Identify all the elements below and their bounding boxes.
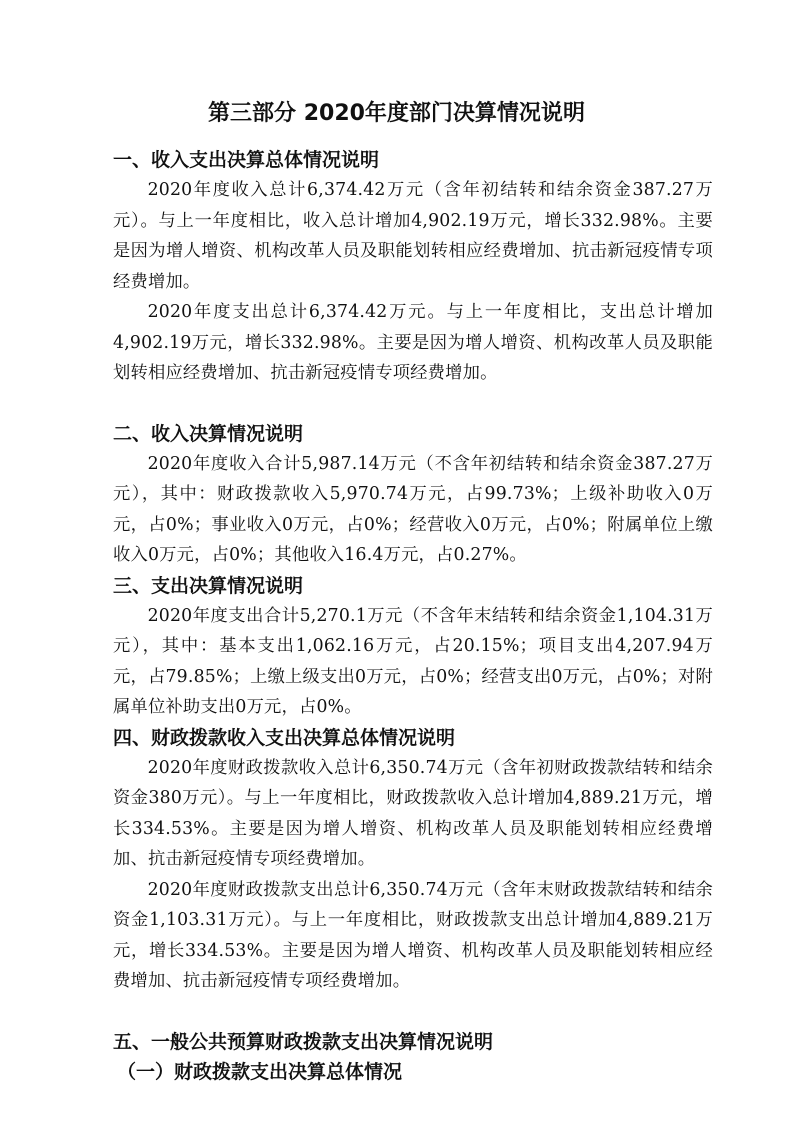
section-income-expense-overview [113, 145, 713, 389]
spacer [113, 389, 713, 419]
section-income [113, 419, 713, 571]
section-heading: 四、财政拨款收入支出决算总体情况说明 [113, 726, 456, 749]
page-title: 第三部分 2020年度部门决算情况说明 [208, 101, 585, 126]
section-expense [113, 571, 713, 723]
section-fiscal-appropriation [113, 723, 713, 997]
section-heading: 二、收入决算情况说明 [113, 422, 304, 445]
section-heading: 一、收入支出决算总体情况说明 [113, 149, 380, 171]
paragraph: 2020年度支出合计5,270.1万元（不含年末结转和结余资金1,104.31万元），其中：基本支出1,062.16万元，占20.15%；项目支出4,207.94万元，占79.85%；上缴上级支出0万元，占0%；经营支出0万元，占0%；对附属单位补助支出0万元，占0%。 [113, 605, 713, 717]
paragraph: 2020年度财政拨款收入总计6,350.74万元（含年初财政拨款结转和结余资金380万元）。与上一年度相比，财政拨款收入总计增加4,889.21万元，增长334.53%。主要是因为增人增资、机构改革人员及职能划转相应经费增加、抗击新冠疫情专项经费增加。 [113, 757, 713, 869]
subsection-heading: （一）财政拨款支出决算总体情况 [117, 1060, 403, 1083]
spacer [113, 997, 713, 1027]
paragraph: 2020年度财政拨款支出总计6,350.74万元（含年末财政拨款结转和结余资金1,103.31万元）。与上一年度相比，财政拨款支出总计增加4,889.21万元，增长334.53%。主要是因为增人增资、机构改革人员及职能划转相应经费增加、抗击新冠疫情专项经费增加。 [113, 879, 713, 991]
section-heading: 五、一般公共预算财政拨款支出决算情况说明 [113, 1030, 494, 1053]
paragraph: 2020年度收入总计6,374.42万元（含年初结转和结余资金387.27万元）。与上一年度相比，收入总计增加4,902.19万元，增长332.98%。主要是因为增人增资、机构改革人员及职能划转相应经费增加、抗击新冠疫情专项经费增加。 [113, 180, 713, 292]
section-general-budget [113, 1027, 713, 1087]
document-body [113, 145, 713, 1087]
section-heading: 三、支出决算情况说明 [113, 574, 304, 597]
paragraph: 2020年度收入合计5,987.14万元（不含年初结转和结余资金387.27万元），其中：财政拨款收入5,970.74万元，占99.73%；上级补助收入0万元，占0%；事业收入0万元，占0%；经营收入0万元，占0%；附属单位上缴收入0万元，占0%；其他收入16.4万元，占0.27%。 [113, 453, 713, 565]
paragraph: 2020年度支出总计6,374.42万元。与上一年度相比，支出总计增加4,902.19万元，增长332.98%。主要是因为增人增资、机构改革人员及职能划转相应经费增加、抗击新冠疫情专项经费增加。 [113, 302, 713, 383]
